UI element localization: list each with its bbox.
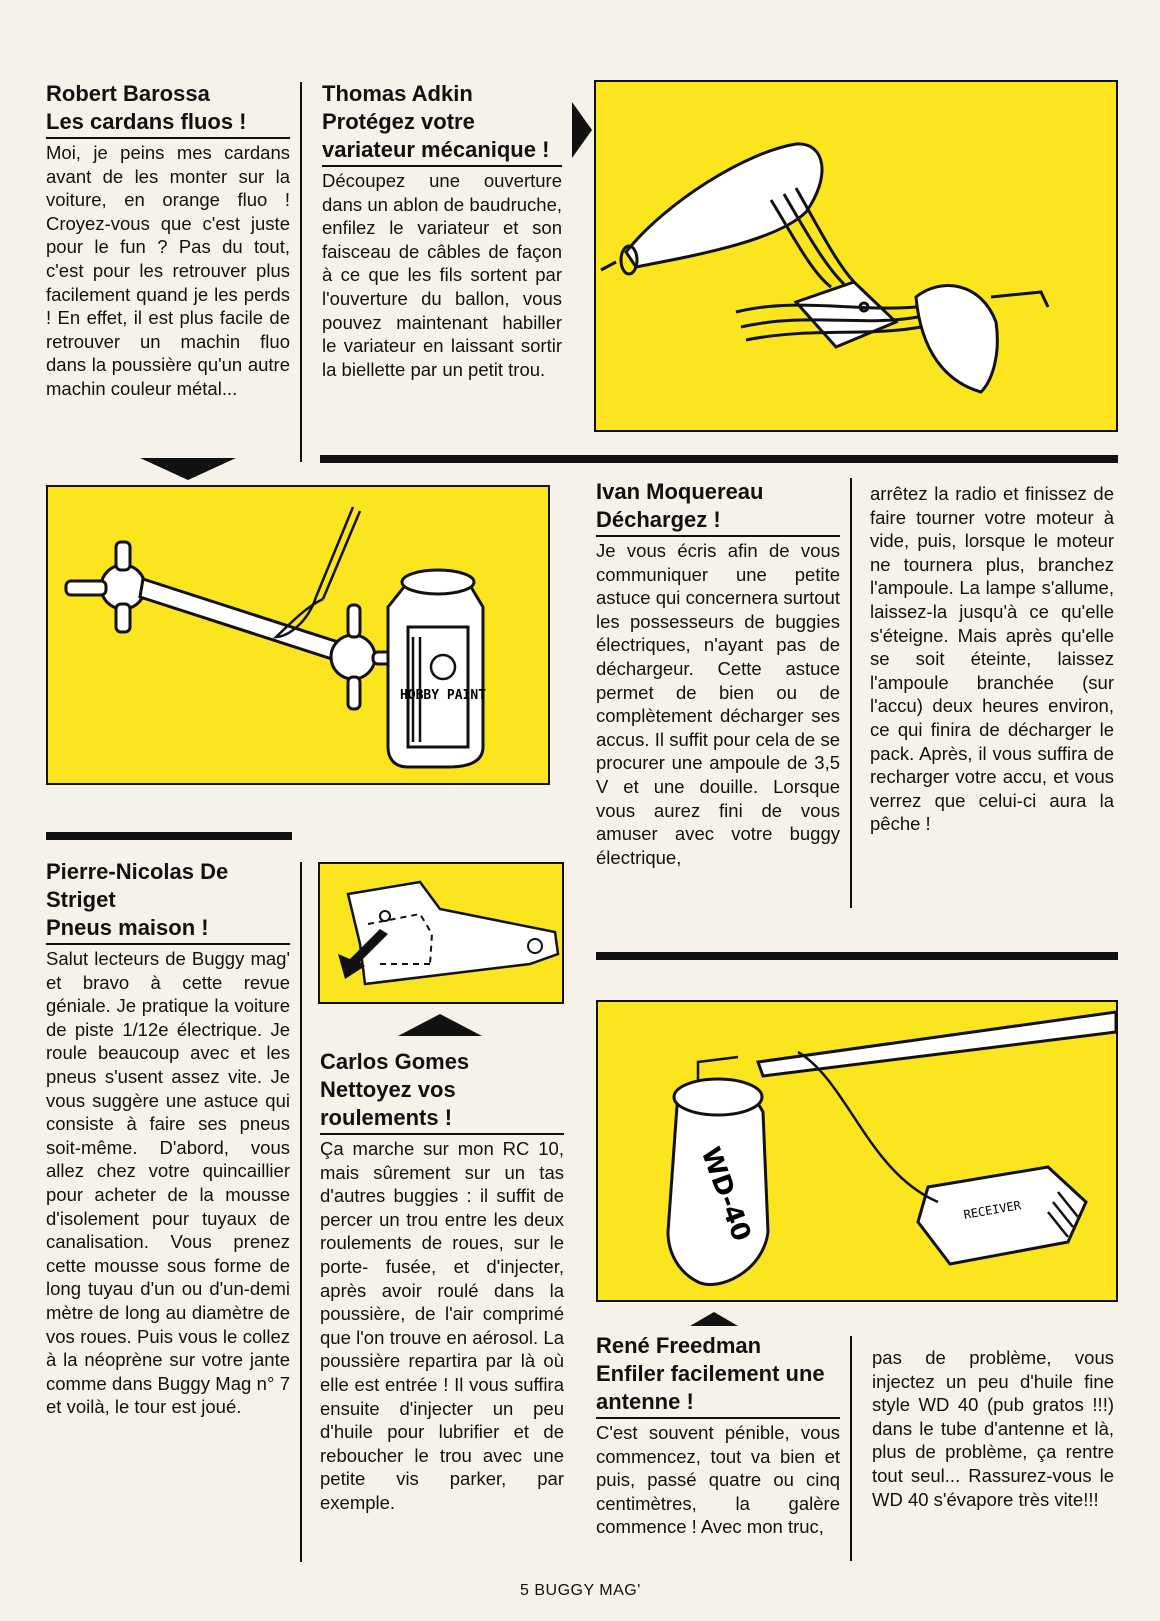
column-divider (300, 82, 302, 462)
balloon-variator-drawing (596, 82, 1116, 430)
title-destriget: Pneus maison ! (46, 914, 290, 945)
arrow-up-icon (398, 1014, 482, 1036)
column-divider (850, 478, 852, 908)
arrow-up-icon (690, 1312, 738, 1326)
article-gomes (320, 1048, 564, 1515)
column-divider (300, 862, 302, 1562)
spray-can-label: WD-40 (694, 1143, 757, 1246)
title-adkin: Protégez votre variateur mécanique ! (322, 108, 562, 167)
article-destriget (46, 858, 290, 1419)
horizontal-rule (596, 952, 1118, 960)
title-barossa: Les cardans fluos ! (46, 108, 290, 139)
body-freedman-col1: C'est souvent pénible, vous commencez, tout va bien et puis, passé quatre ou cinq centimètres, la galère commence ! Avec mon truc, (596, 1422, 840, 1538)
wd40-receiver-drawing (598, 1002, 1116, 1300)
illustration-balloon-variator (594, 80, 1118, 432)
author-barossa: Robert Barossa (46, 81, 210, 106)
body-destriget: Salut lecteurs de Buggy mag' et bravo à cette revue géniale. Je pratique la voiture de piste 1/12e électrique. Je roule beaucoup avec et les pneus s'usent assez vite. Je vous suggère une astuce qui consiste à faire ses pneus soit-même. D'abord, vous allez chez votre quincaillier pour acheter de la mousse d'isolement pour tuyaux de canalisation. Vous prenez cette mousse sous forme de long tuyau d'un ou d'un-demi mètre de long au diamètre de vos roues. Puis vous le collez à la néoprène sur votre jante comme dans Buggy Mag n° 7 et voilà, le tour est joué. (46, 948, 290, 1418)
author-adkin: Thomas Adkin (322, 81, 473, 106)
paint-cardan-drawing (48, 487, 548, 783)
illustration-wd40-receiver (596, 1000, 1118, 1302)
receiver-label: RECEIVER (962, 1198, 1022, 1222)
arrow-right-icon (572, 102, 592, 158)
article-adkin (322, 80, 562, 381)
horizontal-rule (320, 455, 1118, 463)
body-moquereau-col2: arrêtez la radio et finissez de faire tourner votre moteur à vide, puis, lorsque le moteur ne tournera plus, branchez l'ampoule. La lampe s'allume, laissez-la jusqu'à ce qu'elle s'éteigne. Mais après qu'elle se soit éteinte, laissez l'ampoule branchée (sur l'accu) deux heures environ, ce qui finira de décharger le pack. Après, il vous suffira de recharger votre accu, et vous verrez que celui-ci aura la pêche ! (870, 483, 1114, 835)
article-freedman-col1 (596, 1332, 840, 1539)
article-freedman-col2 (872, 1346, 1114, 1511)
author-freedman: René Freedman (596, 1333, 762, 1358)
illustration-paint-cardan (46, 485, 550, 785)
body-freedman-col2: pas de problème, vous injectez un peu d'huile fine style WD 40 (pub gratos !!!) dans le tube d'antenne et là, plus de problème, ça rentre tout seul... Rassurez-vous le WD 40 s'évapore très vite!!! (872, 1347, 1114, 1510)
article-moquereau-col2 (870, 482, 1114, 836)
column-divider (850, 1336, 852, 1561)
page-footer: 5 BUGGY MAG' (520, 1582, 641, 1599)
body-gomes: Ça marche sur mon RC 10, mais sûrement sur un tas d'autres buggies : il suffit de percer un trou entre les deux roulements de roues, sur le porte- fusée, et d'injecter, après avoir roulé dans la poussière, de l'air comprimé que l'on trouve en aérosol. La poussière repartira par là où elle est entrée ! Il vous suffira ensuite d'injecter un peu d'huile pour lubrifier et de reboucher le trou avec une petite vis parker, par exemple. (320, 1138, 564, 1513)
title-gomes: Nettoyez vos roulements ! (320, 1076, 564, 1135)
body-moquereau-col1: Je vous écris afin de vous communiquer une petite astuce qui concernera surtout les possesseurs de buggies électriques, n'ayant pas de déchargeur. Cette astuce permet de bien ou de complètement décharger ses accus. Il suffit pour cela de se procurer une ampoule de 3,5 V et une douille. Lorsque vous aurez fini de vous amuser avec votre buggy électrique, (596, 540, 840, 868)
article-barossa (46, 80, 290, 401)
title-freedman: Enfiler facilement une antenne ! (596, 1360, 840, 1419)
author-gomes: Carlos Gomes (320, 1049, 470, 1074)
illustration-hub-drill (318, 862, 564, 1004)
body-barossa: Moi, je peins mes cardans avant de les monter sur la voiture, en orange fluo ! Croyez-vous que c'est juste pour le fun ? Pas du tout, c'est pour les retrouver plus facilement quand je les perds ! En effet, il est plus facile de retrouver un machin fluo dans la poussière qu'un autre machin couleur métal... (46, 142, 290, 399)
horizontal-rule (46, 832, 292, 840)
arrow-down-icon (140, 458, 236, 480)
title-moquereau: Déchargez ! (596, 506, 840, 537)
author-destriget: Pierre-Nicolas De Striget (46, 859, 229, 912)
body-adkin: Découpez une ouverture dans un ablon de baudruche, enfilez le variateur et son faisceau de câbles de façon à ce que les fils sortent par l'ouverture du ballon, vous pouvez maintenant habiller le variateur en laissant sortir la biellette par un petit trou. (322, 170, 562, 380)
article-moquereau-col1 (596, 478, 840, 869)
paint-jar-label: HOBBY PAINT (399, 688, 487, 703)
hub-drill-drawing (320, 864, 562, 1002)
author-moquereau: Ivan Moquereau (596, 479, 764, 504)
